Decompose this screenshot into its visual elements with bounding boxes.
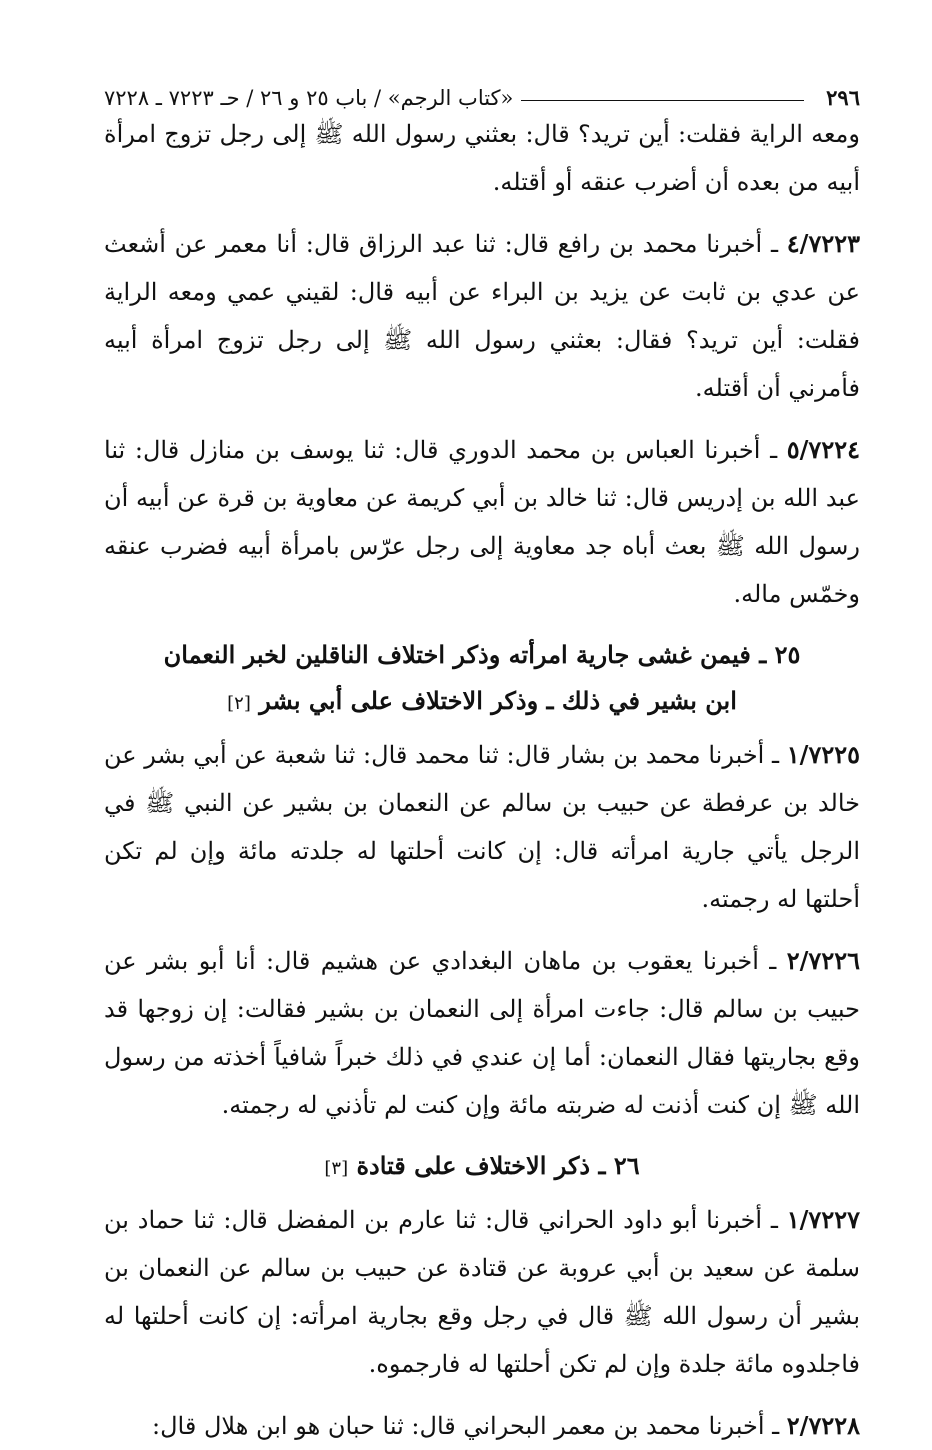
- chapter-heading: [104, 632, 860, 727]
- page-body: [104, 110, 860, 1450]
- hadith-text: ـ أخبرنا محمد بن رافع قال: ثنا عبد الرزاق قال: أنا معمر عن أشعث عن عدي بن ثابت عن يزيد بن البراء عن أبيه قال: لقيني عمي ومعه الراية فقلت: أين تريد؟ فقال: بعثني رسول الله ﷺ إلى رجل تزوج امرأة أبيه فأمرني أن أقتله.: [104, 230, 860, 402]
- hadith-paragraph: [104, 426, 860, 618]
- page-number: ٢٩٦: [826, 85, 860, 110]
- hadith-number: ٢/٧٢٢٦: [786, 946, 860, 975]
- heading-text: ابن بشير في ذلك ـ وذكر الاختلاف على أبي بشر: [259, 686, 737, 715]
- hadith-number: ١/٧٢٢٧: [786, 1205, 860, 1234]
- hadith-number: ١/٧٢٢٥: [786, 740, 860, 769]
- running-title: «كتاب الرجم» / باب ٢٥ و ٢٦ / حـ ٧٢٢٣ ـ ٧٢٢٨: [104, 86, 514, 110]
- hadith-number: ٥/٧٢٢٤: [786, 435, 860, 464]
- hadith-paragraph: [104, 110, 860, 206]
- hadith-paragraph: [104, 731, 860, 923]
- hadith-paragraph: [104, 937, 860, 1129]
- hadith-paragraph: [104, 1402, 860, 1450]
- footnote-marker: [٢]: [227, 693, 251, 714]
- heading-line: [104, 1143, 860, 1192]
- footnote-marker: [٣]: [324, 1158, 349, 1179]
- heading-line: [104, 678, 860, 727]
- hadith-text: ـ أخبرنا محمد بن معمر البحراني قال: ثنا حبان هو ابن هلال قال:: [152, 1412, 780, 1440]
- chapter-heading: [104, 1143, 860, 1192]
- hadith-text: ـ أخبرنا أبو داود الحراني قال: ثنا عارم بن المفضل قال: ثنا حماد بن سلمة عن سعيد بن أبي عروبة عن قتادة عن حبيب بن سالم عن النعمان بن بشير أن رسول الله ﷺ قال في رجل وقع بجارية امرأته: إن كانت أحلتها له فاجلدوه مائة جلدة وإن لم تكن أحلتها له فارجموه.: [104, 1206, 860, 1378]
- heading-text: ٢٥ ـ فيمن غشى جارية امرأته وذكر اختلاف الناقلين لخبر النعمان: [163, 640, 801, 669]
- heading-line: [104, 632, 860, 678]
- hadith-text: ـ أخبرنا العباس بن محمد الدوري قال: ثنا يوسف بن منازل قال: ثنا عبد الله بن إدريس قال: ثنا خالد بن أبي كريمة عن معاوية بن قرة عن أبيه أن رسول الله ﷺ بعث أباه جد معاوية إلى رجل عرّس بامرأة أبيه فضرب عنقه وخمّس ماله.: [104, 436, 860, 608]
- heading-text: ٢٦ ـ ذكر الاختلاف على قتادة: [356, 1151, 640, 1180]
- hadith-text: ـ أخبرنا يعقوب بن ماهان البغدادي عن هشيم قال: أنا أبو بشر عن حبيب بن سالم قال: جاءت امرأة إلى النعمان بن بشير فقالت: إن زوجها قد وقع بجاريتها فقال النعمان: أما إن عندي في ذلك خبراً شافياً أخذته من رسول الله ﷺ إن كنت أذنت له ضربته مائة وإن كنت لم تأذني له رجمته.: [104, 947, 860, 1119]
- hadith-paragraph: [104, 220, 860, 412]
- hadith-number: ٤/٧٢٢٣: [786, 229, 860, 258]
- hadith-text: ـ أخبرنا محمد بن بشار قال: ثنا محمد قال: ثنا شعبة عن أبي بشر عن خالد بن عرفطة عن حبيب بن سالم عن النعمان بن بشير عن النبي ﷺ في الرجل يأتي جارية امرأته قال: إن كانت أحلتها له جلدته مائة وإن لم تكن أحلتها له رجمته.: [104, 741, 860, 913]
- hadith-paragraph: [104, 1196, 860, 1388]
- hadith-number: ٢/٧٢٢٨: [786, 1411, 860, 1440]
- hadith-text: ومعه الراية فقلت: أين تريد؟ قال: بعثني رسول الله ﷺ إلى رجل تزوج امرأة أبيه من بعده أن أضرب عنقه أو أقتله.: [104, 120, 860, 196]
- header-rule: [521, 100, 804, 101]
- page-header: [104, 72, 860, 110]
